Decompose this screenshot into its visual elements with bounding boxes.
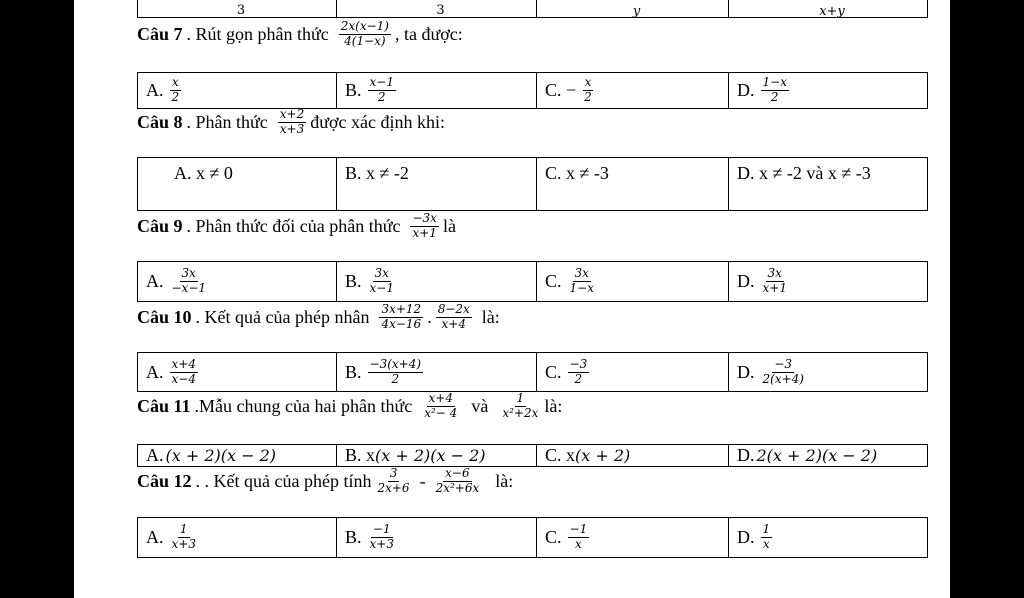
question-10-fraction-2: $\frac{8-2x}{x+4}$	[437, 302, 470, 331]
question-9-suffix: là	[442, 215, 456, 236]
prev-option-a: 3	[138, 0, 337, 17]
option-11d[interactable]: D. 2(x + 2)(x − 2)	[737, 445, 878, 465]
question-7-options	[137, 72, 928, 109]
question-10-operator: .	[427, 306, 432, 327]
option-9c[interactable]: C. $\frac{3x}{1-x}$	[537, 262, 729, 301]
question-12-suffix: là:	[495, 470, 514, 491]
option-8a[interactable]: A. x ≠ 0	[138, 158, 337, 210]
prev-option-c: y	[537, 0, 729, 17]
option-8c[interactable]: C. x ≠ -3	[537, 158, 729, 210]
question-7-suffix: , ta được:	[395, 23, 463, 44]
option-9a[interactable]: A. $\frac{3x}{-x-1}$	[138, 262, 337, 301]
question-11-options	[137, 444, 928, 467]
question-11-label: Câu 11	[137, 395, 191, 416]
question-10	[137, 303, 506, 332]
question-10-options	[137, 352, 928, 392]
question-12-fraction-2: $\frac{x-6}{\text{2x²+6x}}$	[435, 466, 480, 495]
option-8d[interactable]: D. x ≠ -2 và x ≠ -3	[737, 163, 871, 183]
option-7b[interactable]: B. $\frac{x-1}{2}$	[337, 73, 537, 108]
option-8b[interactable]: B. x ≠ -2	[337, 158, 537, 210]
question-8-fraction: $\frac{x+2}{x+3}$	[279, 107, 305, 136]
question-10-fraction-1: $\frac{3x+12}{4x-16}$	[381, 302, 422, 331]
question-12-label: Câu 12	[137, 470, 192, 491]
question-9-label: Câu 9	[137, 215, 183, 236]
question-11-fraction-1: $\frac{x+4}{\text{x²− 4}}$	[424, 391, 458, 420]
question-9-options	[137, 261, 928, 302]
option-10b[interactable]: B. $\frac{-3(x+4)}{2}$	[337, 353, 537, 391]
prev-answer-row	[137, 0, 928, 18]
question-11-suffix: là:	[544, 395, 563, 416]
option-10a[interactable]: A. $\frac{x+4}{x-4}$	[138, 353, 337, 391]
question-7-text: . Rút gọn phân thức	[186, 23, 329, 44]
question-10-label: Câu 10	[137, 306, 192, 327]
option-10d[interactable]: D. $\frac{-3}{2(x+4)}$	[737, 356, 804, 386]
question-11-fraction-2: $\frac{1}{\text{x²+2x}}$	[502, 391, 539, 420]
question-12-fraction-1: $\frac{3}{2x+6}$	[377, 466, 410, 495]
question-10-text: . Kết quả của phép nhân	[195, 306, 370, 327]
option-11c[interactable]: C. x (x + 2)	[537, 445, 729, 466]
option-7c[interactable]: C. − $\frac{x}{2}$	[537, 73, 729, 108]
question-7-label: Câu 7	[137, 23, 183, 44]
question-8	[137, 108, 451, 137]
question-10-suffix: là:	[481, 306, 500, 327]
question-8-options	[137, 157, 928, 211]
question-12	[137, 467, 519, 496]
option-11b[interactable]: B. x (x + 2)(x − 2)	[337, 445, 537, 466]
question-12-options	[137, 517, 928, 558]
option-12c[interactable]: C. $\frac{-1}{x}$	[537, 518, 729, 557]
question-8-label: Câu 8	[137, 111, 183, 132]
option-9d[interactable]: D. $\frac{3x}{x+1}$	[737, 266, 787, 295]
question-11-operator: và	[471, 395, 489, 416]
option-12d[interactable]: D. $\frac{1}{x}$	[737, 522, 771, 551]
question-9	[137, 212, 462, 241]
question-11	[137, 392, 568, 421]
question-7	[137, 20, 469, 49]
option-9b[interactable]: B. $\frac{3x}{x-1}$	[337, 262, 537, 301]
option-12a[interactable]: A. $\frac{1}{x+3}$	[138, 518, 337, 557]
prev-option-b: 3	[337, 0, 537, 17]
question-7-fraction: $\frac{2x(x-1)}{4(1-x)}$	[340, 19, 389, 48]
question-11-text: .Mẫu chung của hai phân thức	[194, 395, 413, 416]
question-9-text: . Phân thức đối của phân thức	[186, 215, 401, 236]
question-8-suffix: được xác định khi:	[310, 111, 445, 132]
option-10c[interactable]: C. $\frac{-3}{2}$	[537, 353, 729, 391]
option-12b[interactable]: B. $\frac{-1}{x+3}$	[337, 518, 537, 557]
prev-option-d: x+y	[819, 3, 845, 17]
option-7a[interactable]: A. $\frac{x}{2}$	[138, 73, 337, 108]
question-9-fraction: $\frac{-3x}{x+1}$	[412, 211, 437, 240]
document-page	[74, 0, 950, 598]
question-12-operator: -	[419, 470, 426, 491]
option-7d[interactable]: D. $\frac{1-x}{2}$	[737, 75, 787, 104]
question-12-text: . . Kết quả của phép tính	[195, 470, 372, 491]
option-11a[interactable]: A. (x + 2)(x − 2)	[138, 445, 337, 466]
question-8-text: . Phân thức	[186, 111, 268, 132]
